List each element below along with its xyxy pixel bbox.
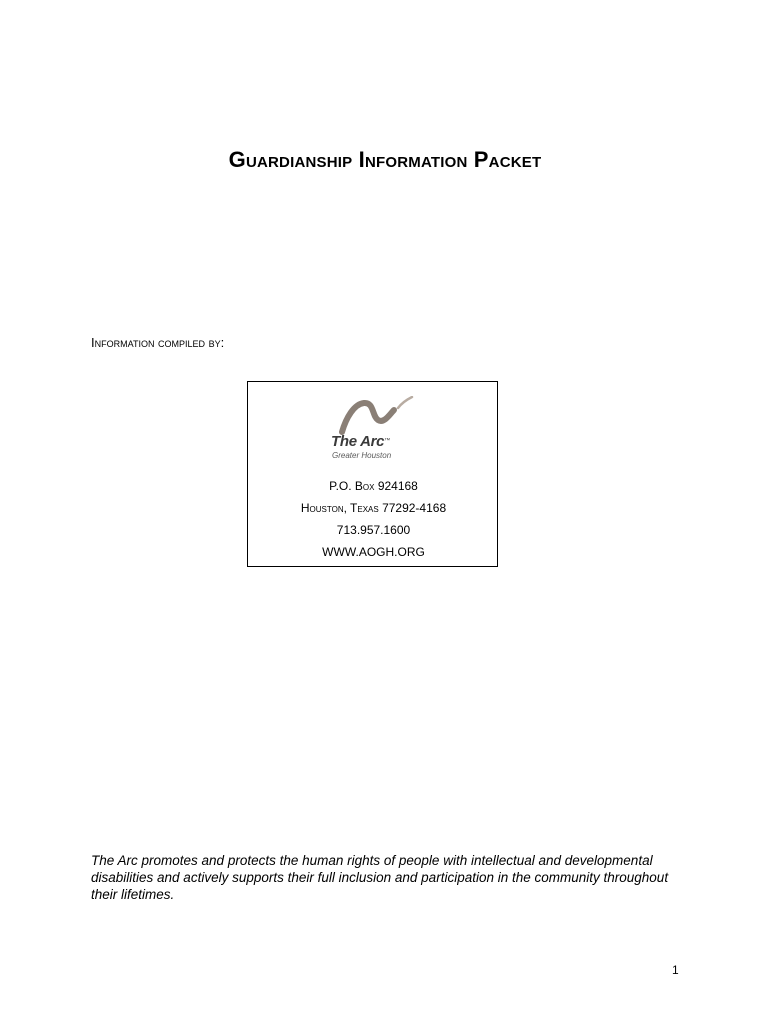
logo-subtitle: Greater Houston xyxy=(332,451,392,460)
arc-swoosh-icon xyxy=(328,396,438,436)
compiled-by-label: Information compiled by: xyxy=(91,335,225,350)
logo-wordmark: The Arc™ xyxy=(331,433,390,450)
website-link[interactable]: WWW.AOGH.ORG xyxy=(322,545,425,559)
organization-info-box xyxy=(247,381,498,567)
phone-line: 713.957.1600 xyxy=(336,523,411,537)
page-number: 1 xyxy=(672,963,679,977)
city-state-zip-line: Houston, Texas 77292-4168 xyxy=(300,501,447,515)
po-box-line: P.O. Box 924168 xyxy=(329,479,418,493)
the-arc-logo xyxy=(328,396,438,462)
document-title: Guardianship Information Packet xyxy=(228,147,542,172)
mission-statement: The Arc promotes and protects the human rights of people with intellectual and developmental disabilities and actively supports their full inclusion and participation in the community throughout their lifetimes. xyxy=(91,853,669,902)
